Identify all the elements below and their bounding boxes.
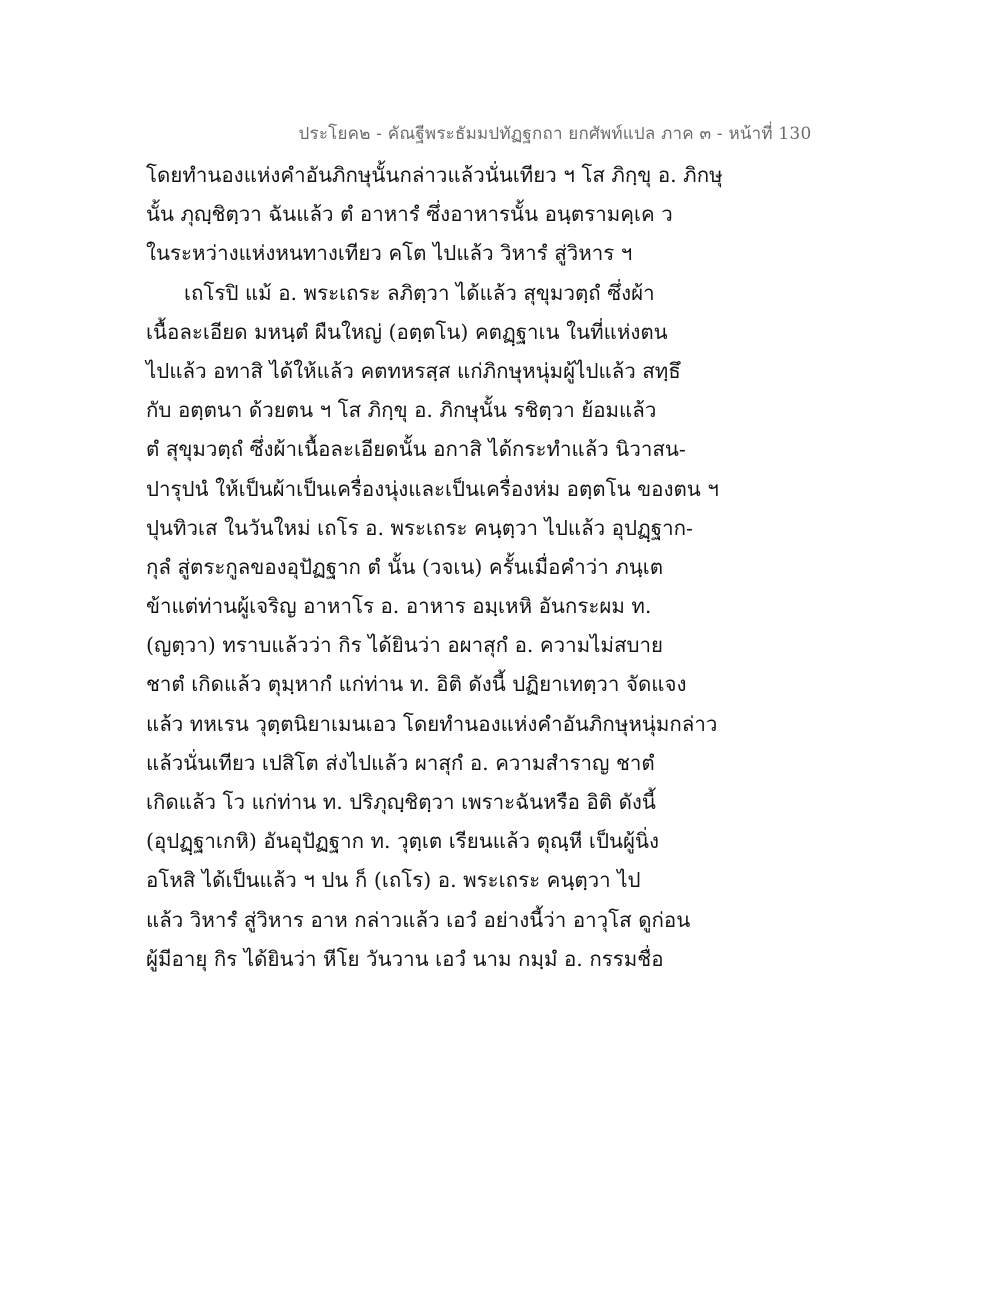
text-line: ปารุปนํ ให้เป็นผ้าเป็นเครื่องนุ่งและเป็นเครื่องห่ม อตฺตโน ของตน ฯ xyxy=(146,476,719,501)
text-line: ผู้มีอายุ กิร ได้ยินว่า หีโย วันวาน เอวํ นาม กมฺมํ อ. กรรมชื่อ xyxy=(146,946,664,971)
text-line: ในระหว่างแห่งหนทางเทียว คโต ไปแล้ว วิหารํ สู่วิหาร ฯ xyxy=(146,241,633,266)
text-line: ปุนทิวเส ในวันใหม่ เถโร อ. พระเถระ คนฺตฺวา ไปแล้ว อุปฏฺฐาก- xyxy=(146,515,693,540)
text-line: นั้น ภุญฺชิตฺวา ฉันแล้ว ตํ อาหารํ ซึ่งอาหารนั้น อนฺตรามคฺเค ว xyxy=(146,202,673,227)
text-line: กับ อตฺตนา ด้วยตน ฯ โส ภิกฺขุ อ. ภิกษุนั้น รชิตฺวา ย้อมแล้ว xyxy=(146,398,657,423)
text-line: ชาตํ เกิดแล้ว ตุมฺหากํ แก่ท่าน ท. อิติ ดังนี้ ปฏิยาเทตฺวา จัดแจง xyxy=(146,672,687,697)
text-line: (ญตฺวา) ทราบแล้วว่า กิร ได้ยินว่า อผาสุกํ อ. ความไม่สบาย xyxy=(146,633,664,658)
text-line: ตํ สุขุมวตฺถํ ซึ่งผ้าเนื้อละเอียดนั้น อกาสิ ได้กระทำแล้ว นิวาสน- xyxy=(146,437,686,462)
text-line: กุลํ สู่ตระกูลของอุปัฏฐาก ตํ นั้น (วจเน) ครั้นเมื่อคำว่า ภนฺเต xyxy=(146,554,664,579)
paragraph-start-line: เถโรปิ แม้ อ. พระเถระ ลภิตฺวา ได้แล้ว สุขุมวตฺถํ ซึ่งผ้า xyxy=(184,280,655,305)
text-line: แล้วนั่นเทียว เปสิโต ส่งไปแล้ว ผาสุกํ อ. ความสำราญ ชาตํ xyxy=(146,750,655,775)
text-line: ข้าแต่ท่านผู้เจริญ อาหาโร อ. อาหาร อมฺเหหิ อันกระผม ท. xyxy=(146,594,652,619)
text-line: แล้ว ทหเรน วุตฺตนิยาเมนเอว โดยทำนองแห่งคำอันภิกษุหนุ่มกล่าว xyxy=(146,711,718,736)
text-line: ไปแล้ว อทาสิ ได้ให้แล้ว คตทหรสฺส แก่ภิกษุหนุ่มผู้ไปแล้ว สทฺธึ xyxy=(146,358,681,383)
text-line: (อุปฏฺฐาเกหิ) อันอุปัฏฐาก ท. วุตฺเต เรียนแล้ว ตุณฺหี เป็นผู้นิ่ง xyxy=(146,829,660,854)
text-line: เนื้อละเอียด มหนฺตํ ผืนใหญ่ (อตฺตโน) คตฏฺฐาเน ในที่แห่งตน xyxy=(146,319,668,344)
text-line: แล้ว วิหารํ สู่วิหาร อาห กล่าวแล้ว เอวํ อย่างนี้ว่า อาวุโส ดูก่อน xyxy=(146,907,691,932)
running-header: ประโยค๒ - คัณฐีพระธัมมปทัฏฐกถา ยกศัพท์แปล ภาค ๓ - หน้าที่ 130 xyxy=(298,124,812,144)
text-line: เกิดแล้ว โว แก่ท่าน ท. ปริภุญฺชิตฺวา เพราะฉันหรือ อิติ ดังนี้ xyxy=(146,790,656,814)
text-line: โดยทำนองแห่งคำอันภิกษุนั้นกล่าวแล้วนั่นเทียว ฯ โส ภิกฺขุ อ. ภิกษุ xyxy=(146,163,723,187)
text-line: อโหสิ ได้เป็นแล้ว ฯ ปน ก็ (เถโร) อ. พระเถระ คนฺตฺวา ไป xyxy=(146,868,641,893)
body-text xyxy=(146,156,866,979)
